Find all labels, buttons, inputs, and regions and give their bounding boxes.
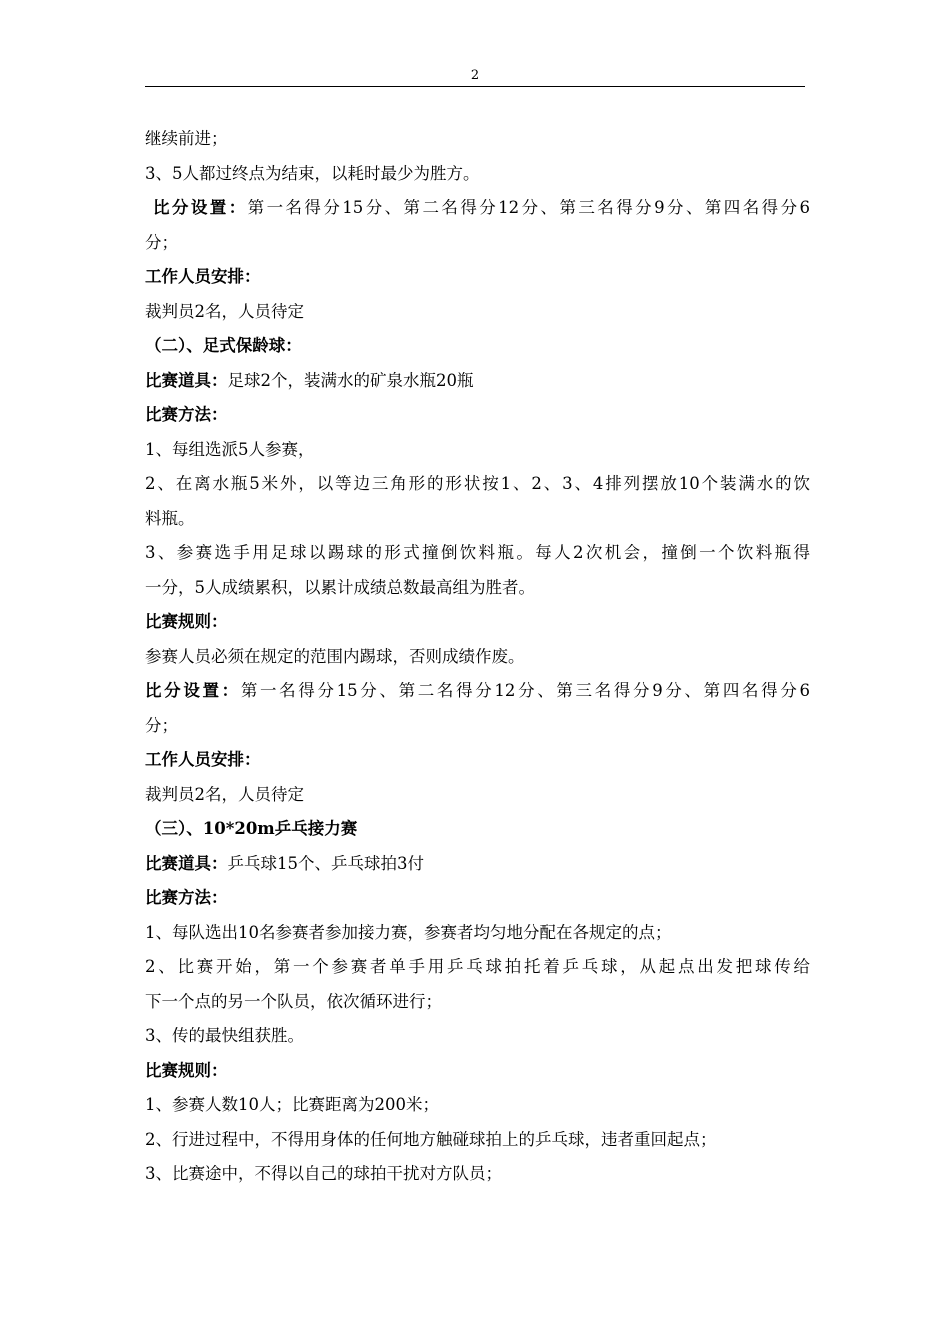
scoring-setting-text: 第一名得分15分、第二名得分12分、第三名得分9分、第四名得分6 xyxy=(247,198,810,217)
section-heading: 比赛规则： xyxy=(145,1060,228,1080)
paragraph-line: 一分，5人成绩累积，以累计成绩总数最高组为胜者。 xyxy=(145,577,535,597)
paragraph-line: 3、比赛途中，不得以自己的球拍干扰对方队员； xyxy=(145,1164,502,1183)
scoring-setting-line xyxy=(145,191,810,226)
event-heading: （三）、10*20m乒乓接力赛 xyxy=(145,819,358,838)
paragraph-line: 分； xyxy=(145,232,178,252)
paragraph-line: 裁判员2名，人员待定 xyxy=(145,301,304,321)
header-rule xyxy=(145,86,805,87)
page-number: 2 xyxy=(470,68,480,83)
equipment-line xyxy=(145,364,810,399)
paragraph-line: 下一个点的另一个队员，依次循环进行； xyxy=(145,991,442,1011)
scoring-setting-label: 比分设置： xyxy=(145,681,241,700)
paragraph-line: 2、在离水瓶5米外，以等边三角形的形状按1、2、3、4排列摆放10个装满水的饮 xyxy=(145,474,810,493)
equipment-label: 比赛道具： xyxy=(145,370,228,390)
paragraph-line: 2、行进过程中，不得用身体的任何地方触碰球拍上的乒乓球，违者重回起点； xyxy=(145,1129,717,1149)
paragraph-line: 1、每队选出10名参赛者参加接力赛，参赛者均匀地分配在各规定的点； xyxy=(145,922,672,942)
scoring-setting-text: 第一名得分15分、第二名得分12分、第三名得分9分、第四名得分6 xyxy=(240,681,810,700)
section-heading: 比赛方法： xyxy=(145,888,228,907)
document-body xyxy=(145,122,810,1192)
equipment-label: 比赛道具： xyxy=(145,853,228,873)
scoring-setting-label: 比分设置： xyxy=(153,198,248,217)
paragraph-line: 2、比赛开始，第一个参赛者单手用乒乓球拍托着乒乓球，从起点出发把球传给 xyxy=(145,957,810,976)
paragraph-line: 3、5人都过终点为结束，以耗时最少为胜方。 xyxy=(145,163,480,183)
section-heading: 工作人员安排： xyxy=(145,750,261,769)
event-heading: （二）、足式保龄球： xyxy=(145,336,302,355)
equipment-text: 乒乓球15个、乒乓球拍3付 xyxy=(227,853,424,873)
paragraph-line: 料瓶。 xyxy=(145,508,195,528)
scoring-setting-line xyxy=(145,674,810,709)
paragraph-line: 3、传的最快组获胜。 xyxy=(145,1026,304,1045)
section-heading: 工作人员安排： xyxy=(145,267,261,286)
equipment-line xyxy=(145,847,810,882)
section-heading: 比赛方法： xyxy=(145,405,228,424)
paragraph-line: 分； xyxy=(145,715,178,735)
paragraph-line: 裁判员2名，人员待定 xyxy=(145,784,304,804)
paragraph-line: 1、每组选派5人参赛， xyxy=(145,439,315,459)
page-header xyxy=(0,0,950,92)
paragraph-line: 继续前进； xyxy=(145,129,228,148)
section-heading: 比赛规则： xyxy=(145,612,228,631)
paragraph-line: 参赛人员必须在规定的范围内踢球，否则成绩作废。 xyxy=(145,646,525,666)
paragraph-line: 1、参赛人数10人；比赛距离为200米； xyxy=(145,1095,439,1114)
paragraph-line: 3、参赛选手用足球以踢球的形式撞倒饮料瓶。每人2次机会，撞倒一个饮料瓶得 xyxy=(145,543,810,562)
equipment-text: 足球2个，装满水的矿泉水瓶20瓶 xyxy=(227,370,474,390)
